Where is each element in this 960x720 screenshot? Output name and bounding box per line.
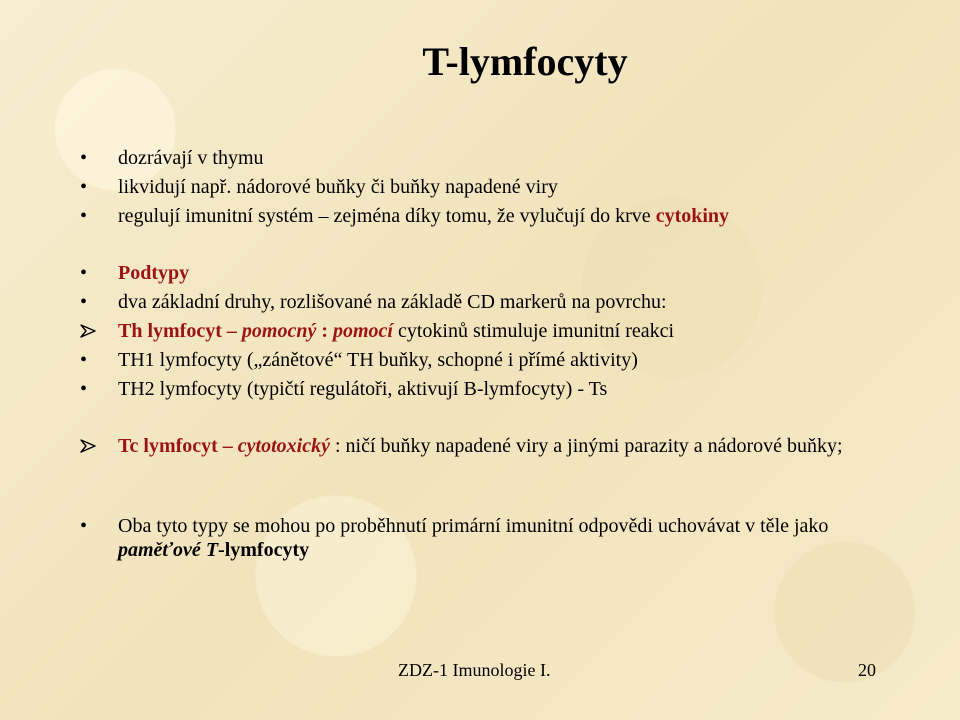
- th-term: Th lymfocyt –: [118, 320, 242, 342]
- page-number: 20: [858, 660, 876, 680]
- bullet-dot: •: [80, 378, 88, 400]
- bullet-dot: •: [80, 147, 88, 169]
- bullet-dot: •: [80, 349, 88, 371]
- tc-term: Tc lymfocyt –: [118, 435, 238, 457]
- bullet-dot: •: [80, 176, 88, 198]
- tc-lymphocyte-line: [118, 434, 850, 458]
- tc-role: cytotoxický: [237, 435, 330, 457]
- th-lymphocyte-line: [118, 319, 930, 343]
- bullet-text-plain: regulují imunitní systém – zejména díky tomu, že vylučují do krve: [118, 205, 656, 227]
- slide-title: T-lymfocyty: [422, 39, 628, 84]
- bullet-text: dozrávají v thymu: [118, 147, 264, 169]
- bullet-text: TH1 lymfocyty („zánětové“ TH buňky, schopné i přímé aktivity): [118, 349, 638, 371]
- th-mechanism: pomocí: [333, 320, 393, 342]
- bullet-dot: •: [80, 262, 88, 284]
- cytokiny-term: cytokiny: [655, 205, 730, 227]
- th-description: cytokinů stimuluje imunitní reakci: [393, 320, 675, 342]
- bullet-dot: •: [80, 205, 88, 227]
- bullet-text: [118, 204, 930, 228]
- arrowhead-outline-icon: [80, 319, 100, 338]
- bullet-dot: •: [80, 515, 88, 537]
- tc-description: : ničí buňky napadené viry a jinými parazity a nádorové buňky;: [329, 435, 843, 457]
- memory-line: [118, 514, 900, 562]
- th-role: pomocný: [241, 320, 317, 342]
- subtypes-heading: Podtypy: [118, 262, 190, 284]
- memory-term-suffix: -lymfocyty: [218, 539, 310, 561]
- memory-term: paměťové T: [118, 539, 219, 561]
- separator: :: [316, 320, 333, 342]
- arrowhead-outline-icon: [80, 434, 100, 453]
- memory-text: Oba tyto typy se mohou po proběhnutí primární imunitní odpovědi uchovávat v těle jako: [118, 515, 829, 537]
- bullet-text: likvidují např. nádorové buňky či buňky napadené viry: [118, 176, 558, 198]
- bullet-text: TH2 lymfocyty (typičtí regulátoři, aktivují B-lymfocyty) - Ts: [118, 378, 608, 400]
- bullet-text: dva základní druhy, rozlišované na základě CD markerů na povrchu:: [118, 291, 667, 313]
- bullet-dot: •: [80, 291, 88, 313]
- footer-course: ZDZ-1 Imunologie I.: [398, 660, 551, 680]
